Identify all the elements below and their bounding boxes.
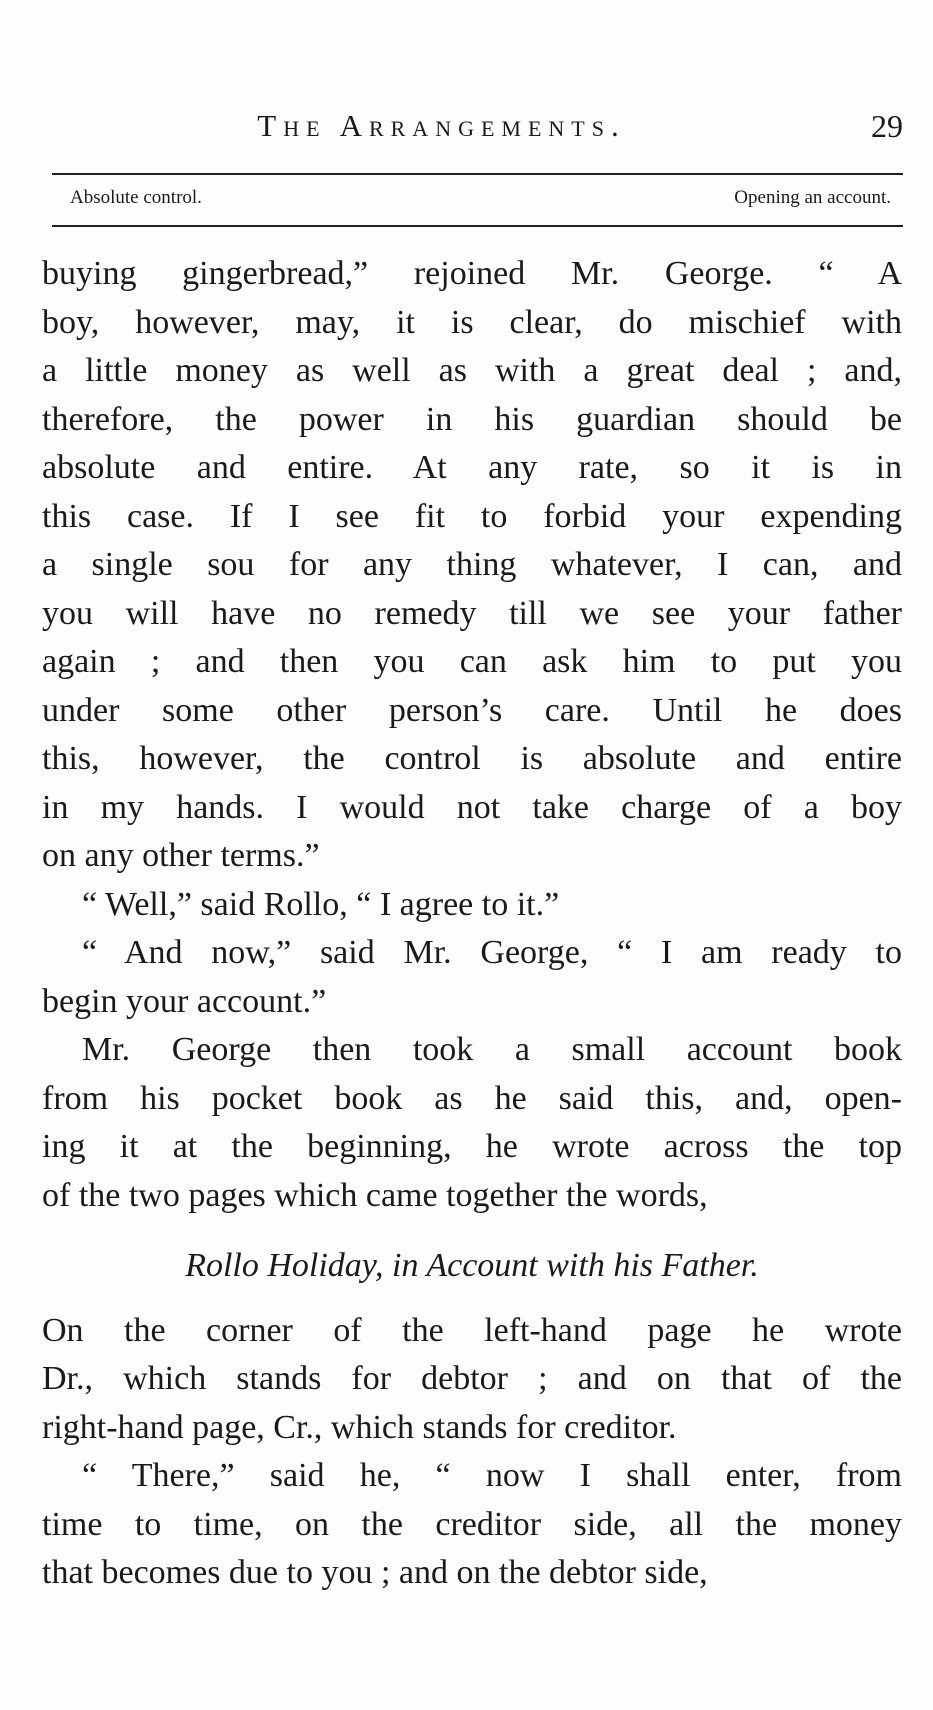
subhead bbox=[70, 187, 891, 213]
text-line: absolute and entire. At any rate, so it is in bbox=[42, 449, 902, 486]
text-line: a little money as well as with a great deal ; and, bbox=[42, 352, 902, 389]
page-number: 29 bbox=[871, 108, 903, 144]
paragraph bbox=[42, 929, 902, 1026]
text-line: Mr. George then took a small account book bbox=[82, 1031, 902, 1068]
text-line: begin your account.” bbox=[42, 982, 327, 1020]
text-line: again ; and then you can ask him to put you bbox=[42, 643, 902, 680]
text-line: on any other terms.” bbox=[42, 837, 320, 874]
paragraphs-after bbox=[42, 1307, 902, 1598]
running-head bbox=[50, 108, 903, 152]
text-line: “ And now,” said Mr. George, “ I am ready to bbox=[82, 934, 902, 971]
paragraph bbox=[42, 250, 902, 881]
text-line: time to time, on the creditor side, all the money bbox=[42, 1505, 902, 1543]
text-line: in my hands. I would not take charge of a boy bbox=[42, 788, 902, 826]
header-rule-bottom bbox=[52, 225, 903, 227]
paragraph bbox=[42, 1026, 902, 1220]
paragraphs-before bbox=[42, 250, 902, 1220]
running-title: The Arrangements. bbox=[257, 108, 626, 143]
account-heading: Rollo Holiday, in Account with his Father. bbox=[185, 1247, 759, 1284]
paragraph bbox=[42, 1307, 902, 1453]
text-line: Dr., which stands for debtor ; and on that of the bbox=[42, 1360, 902, 1397]
text-line: that becomes due to you ; and on the debtor side, bbox=[42, 1554, 708, 1591]
text-line: buying gingerbread,” rejoined Mr. George. “ A bbox=[42, 255, 902, 292]
text-line: this case. If I see fit to forbid your expending bbox=[42, 497, 902, 535]
subhead-right: Opening an account. bbox=[734, 187, 891, 208]
paragraph bbox=[42, 881, 902, 930]
body-text bbox=[42, 250, 902, 1598]
text-line: right-hand page, Cr., which stands for creditor. bbox=[42, 1408, 677, 1446]
text-line: “ Well,” said Rollo, “ I agree to it.” bbox=[82, 885, 560, 923]
text-line: “ There,” said he, “ now I shall enter, from bbox=[82, 1457, 902, 1494]
paragraph bbox=[42, 1452, 902, 1598]
subhead-left: Absolute control. bbox=[70, 187, 202, 208]
text-line: therefore, the power in his guardian should be bbox=[42, 400, 902, 438]
text-line: you will have no remedy till we see your father bbox=[42, 594, 902, 632]
text-line: from his pocket book as he said this, and, open- bbox=[42, 1079, 902, 1117]
text-line: ing it at the beginning, he wrote across the top bbox=[42, 1128, 902, 1165]
text-line: boy, however, may, it is clear, do mischief with bbox=[42, 303, 902, 341]
text-line: On the corner of the left-hand page he wrote bbox=[42, 1311, 902, 1349]
text-line: this, however, the control is absolute and entire bbox=[42, 740, 902, 777]
text-line: under some other person’s care. Until he does bbox=[42, 691, 902, 729]
header-rule-top bbox=[52, 173, 903, 175]
text-line: a single sou for any thing whatever, I can, and bbox=[42, 546, 902, 583]
text-line: of the two pages which came together the words, bbox=[42, 1176, 708, 1214]
